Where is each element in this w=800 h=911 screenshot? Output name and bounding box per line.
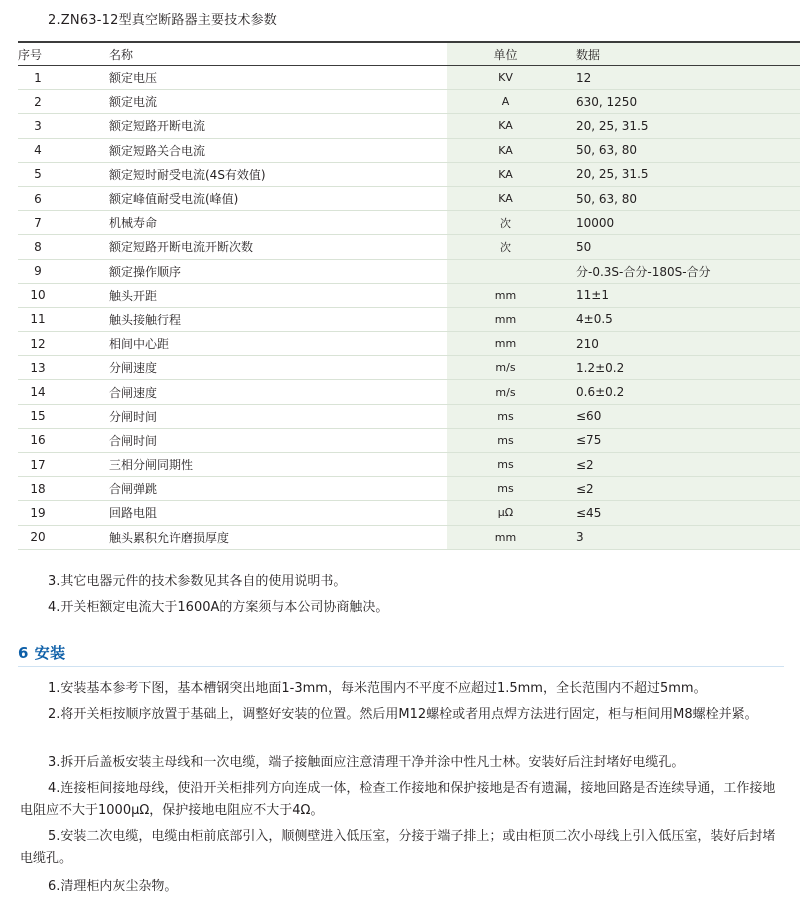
row-unit: KA <box>447 162 564 186</box>
row-unit: KA <box>447 138 564 162</box>
header-data: 数据 <box>564 42 800 66</box>
table-row <box>18 501 800 525</box>
row-name: 机械寿命 <box>93 211 447 235</box>
row-data: 630, 1250 <box>564 90 800 114</box>
install-step-2: 2.将开关柜按顺序放置于基础上，调整好安装的位置。然后用M12螺栓或者用点焊方法进行固定，柜与柜间用M8螺栓并紧。 <box>48 707 758 722</box>
row-name: 额定操作顺序 <box>93 259 447 283</box>
row-unit: m/s <box>447 356 564 380</box>
note-3: 3.其它电器元件的技术参数见其各自的使用说明书。 <box>48 574 347 589</box>
row-unit: ms <box>447 477 564 501</box>
row-name: 额定短路开断电流 <box>93 114 447 138</box>
row-no: 13 <box>18 356 93 380</box>
row-no: 6 <box>18 186 93 210</box>
table-row <box>18 186 800 210</box>
table-row <box>18 90 800 114</box>
row-no: 9 <box>18 259 93 283</box>
row-data: 0.6±0.2 <box>564 380 800 404</box>
table-title: 2.ZN63-12型真空断路器主要技术参数 <box>48 13 278 28</box>
row-no: 19 <box>18 501 93 525</box>
parameters-table <box>18 41 800 550</box>
row-data: ≤45 <box>564 501 800 525</box>
table-body <box>18 66 800 550</box>
row-unit <box>447 259 564 283</box>
row-name: 额定电流 <box>93 90 447 114</box>
table-row <box>18 332 800 356</box>
row-unit: μΩ <box>447 501 564 525</box>
row-unit: mm <box>447 283 564 307</box>
table-header-row <box>18 42 800 66</box>
row-name: 额定电压 <box>93 66 447 90</box>
table-row <box>18 259 800 283</box>
table-row <box>18 356 800 380</box>
row-data: 50 <box>564 235 800 259</box>
row-no: 15 <box>18 404 93 428</box>
table-row <box>18 453 800 477</box>
row-no: 4 <box>18 138 93 162</box>
table-row <box>18 525 800 549</box>
row-no: 1 <box>18 66 93 90</box>
row-no: 12 <box>18 332 93 356</box>
row-name: 触头累积允许磨损厚度 <box>93 525 447 549</box>
table-row <box>18 138 800 162</box>
row-unit: KV <box>447 66 564 90</box>
row-name: 额定短时耐受电流(4S有效值) <box>93 162 447 186</box>
row-no: 20 <box>18 525 93 549</box>
table-row <box>18 307 800 331</box>
row-no: 8 <box>18 235 93 259</box>
row-no: 17 <box>18 453 93 477</box>
row-name: 触头开距 <box>93 283 447 307</box>
row-no: 5 <box>18 162 93 186</box>
table-row <box>18 380 800 404</box>
table-row <box>18 211 800 235</box>
row-data: 3 <box>564 525 800 549</box>
header-unit: 单位 <box>447 42 564 66</box>
row-unit: ms <box>447 453 564 477</box>
row-unit: ms <box>447 428 564 452</box>
row-name: 分闸时间 <box>93 404 447 428</box>
row-data: ≤75 <box>564 428 800 452</box>
row-no: 11 <box>18 307 93 331</box>
row-unit: m/s <box>447 380 564 404</box>
table-row <box>18 428 800 452</box>
table-row <box>18 66 800 90</box>
row-name: 额定峰值耐受电流(峰值) <box>93 186 447 210</box>
header-no: 序号 <box>18 42 93 66</box>
row-name: 分闸速度 <box>93 356 447 380</box>
row-unit: ms <box>447 404 564 428</box>
row-data: 11±1 <box>564 283 800 307</box>
row-no: 7 <box>18 211 93 235</box>
table-row <box>18 283 800 307</box>
install-step-6: 6.清理柜内灰尘杂物。 <box>48 879 178 894</box>
row-no: 3 <box>18 114 93 138</box>
row-data: 20, 25, 31.5 <box>564 114 800 138</box>
row-name: 额定短路关合电流 <box>93 138 447 162</box>
row-data: 分-0.3S-合分-180S-合分 <box>564 259 800 283</box>
row-no: 10 <box>18 283 93 307</box>
install-step-5: 5.安装二次电缆，电缆由柜前底部引入，顺侧壁进入低压室，分接于端子排上；或由柜顶二次小母线上引入低压室，装好后封堵电缆孔。 <box>20 829 776 866</box>
row-data: 210 <box>564 332 800 356</box>
install-step-4: 4.连接柜间接地母线，使沿开关柜排列方向连成一体，检查工作接地和保护接地是否有遗漏，接地回路是否连续导通，工作接地电阻应不大于1000μΩ，保护接地电阻应不大于4Ω。 <box>20 781 776 818</box>
row-name: 三相分闸同期性 <box>93 453 447 477</box>
row-data: 4±0.5 <box>564 307 800 331</box>
row-name: 相间中心距 <box>93 332 447 356</box>
section-heading <box>18 642 784 667</box>
row-data: 50, 63, 80 <box>564 138 800 162</box>
row-no: 2 <box>18 90 93 114</box>
row-no: 14 <box>18 380 93 404</box>
row-name: 合闸弹跳 <box>93 477 447 501</box>
row-no: 18 <box>18 477 93 501</box>
note-4: 4.开关柜额定电流大于1600A的方案须与本公司协商触决。 <box>48 600 389 615</box>
row-unit: 次 <box>447 235 564 259</box>
row-data: 12 <box>564 66 800 90</box>
row-name: 合闸速度 <box>93 380 447 404</box>
section-title: 6 安装 <box>18 644 66 662</box>
row-name: 触头接触行程 <box>93 307 447 331</box>
install-step-3: 3.拆开后盖板安装主母线和一次电缆，端子接触面应注意清理干净并涂中性凡士林。安装好后注封堵好电缆孔。 <box>48 755 685 770</box>
row-data: ≤60 <box>564 404 800 428</box>
row-unit: mm <box>447 332 564 356</box>
row-data: 10000 <box>564 211 800 235</box>
row-unit: A <box>447 90 564 114</box>
row-name: 回路电阻 <box>93 501 447 525</box>
row-data: 1.2±0.2 <box>564 356 800 380</box>
table-row <box>18 162 800 186</box>
install-step-1: 1.安装基本参考下图，基本槽钢突出地面1-3mm，每米范围内不平度不应超过1.5mm，全长范围内不超过5mm。 <box>48 681 707 696</box>
table-row <box>18 114 800 138</box>
row-data: ≤2 <box>564 477 800 501</box>
row-unit: mm <box>447 307 564 331</box>
table-row <box>18 477 800 501</box>
row-unit: mm <box>447 525 564 549</box>
row-data: 20, 25, 31.5 <box>564 162 800 186</box>
header-name: 名称 <box>93 42 447 66</box>
table-row <box>18 235 800 259</box>
row-unit: KA <box>447 114 564 138</box>
table-row <box>18 404 800 428</box>
row-unit: 次 <box>447 211 564 235</box>
row-name: 合闸时间 <box>93 428 447 452</box>
row-data: ≤2 <box>564 453 800 477</box>
row-no: 16 <box>18 428 93 452</box>
row-unit: KA <box>447 186 564 210</box>
row-name: 额定短路开断电流开断次数 <box>93 235 447 259</box>
row-data: 50, 63, 80 <box>564 186 800 210</box>
